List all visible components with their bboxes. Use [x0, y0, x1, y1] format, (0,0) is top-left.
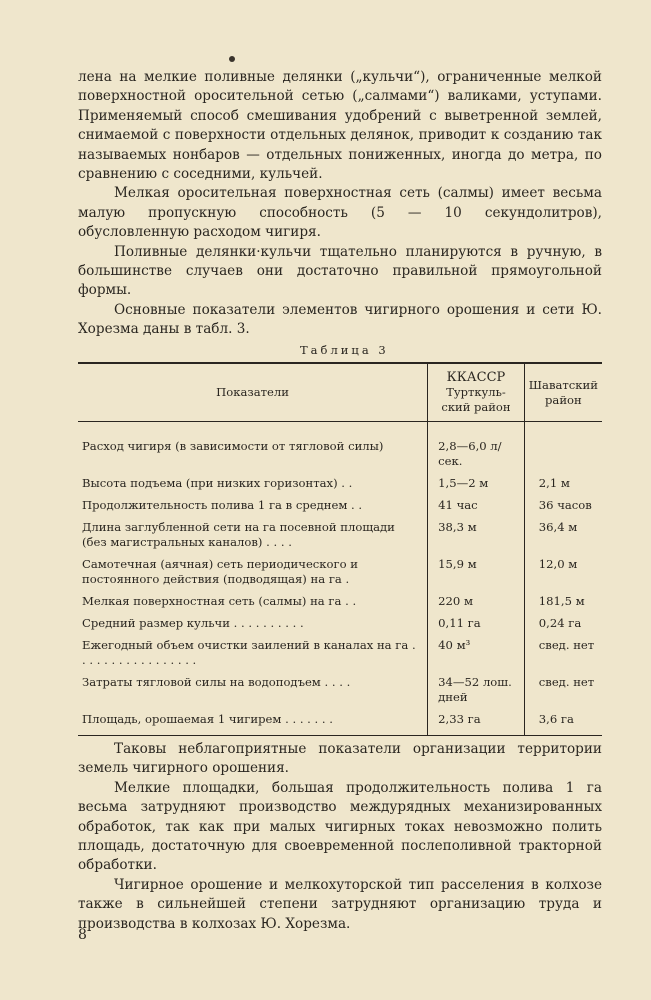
value-shavat: свед. нет	[524, 635, 602, 672]
table-row	[78, 591, 602, 613]
table-header-row	[78, 363, 602, 422]
value-shavat: 36,4 м	[524, 517, 602, 554]
table-row	[78, 672, 602, 709]
value-turtkul: 41 час	[428, 495, 525, 517]
paragraph: Основные показатели элементов чигирного орошения и сети Ю. Хорезма даны в табл. 3.	[78, 301, 602, 338]
value-turtkul: 15,9 м	[428, 554, 525, 591]
paragraph: Поливные делянки·кульчи тщательно планируются в ручную, в большинстве случаев они достаточно правильной прямоугольной формы.	[78, 243, 602, 299]
paragraph: Чигирное орошение и мелкохуторской тип расселения в колхозе также в сильнейшей степени затрудняют организацию труда и производства в колхозах Ю. Хорезма.	[78, 876, 602, 932]
row-label: Расход чигиря (в зависимости от тягловой силы)	[82, 439, 384, 453]
value-shavat: 12,0 м	[524, 554, 602, 591]
body-text-top	[78, 68, 602, 340]
row-label: Затраты тягловой силы на водоподъем . . . .	[82, 675, 351, 689]
indicators-table	[78, 362, 602, 738]
ink-dot	[229, 56, 235, 62]
header-shavat-line: Шаватский	[528, 377, 598, 392]
header-shavat-line: район	[545, 392, 582, 407]
value-turtkul: 2,8—6,0 л/сек.	[428, 436, 525, 473]
row-label: Продолжительность полива 1 га в среднем . .	[82, 498, 363, 512]
table-row	[78, 473, 602, 495]
row-label: Ежегодный объем очистки заилений в каналах на га . . . . . . . . . . . . . . . . .	[82, 638, 416, 667]
value-turtkul: 34—52 лош. дней	[428, 672, 525, 709]
value-shavat: 0,24 га	[524, 613, 602, 635]
value-shavat: 3,6 га	[524, 709, 602, 736]
body-text-bottom	[78, 740, 602, 934]
table-row	[78, 554, 602, 591]
value-shavat: свед. нет	[524, 672, 602, 709]
row-label: Площадь, орошаемая 1 чигирем . . . . . . .	[82, 712, 333, 726]
value-shavat: 2,1 м	[524, 473, 602, 495]
table-row	[78, 709, 602, 736]
value-shavat	[524, 436, 602, 473]
table-caption: Таблица 3	[300, 343, 389, 357]
paragraph: лена на мелкие поливные делянки („кульчи“), ограниченные мелкой поверхностной оросительной сетью („салмами“) валиками, уступами. Применяемый способ смешивания удобрений с выветренной землей, снимаемой с поверхности отдельных делянок, приводит к созданию так называемых нонбаров — отдельных пониженных, иногда до метра, по сравнению с соседними, кульчей.	[78, 69, 602, 183]
header-turtkul-line: ККАССР	[446, 370, 506, 385]
table-bottom-rule	[78, 736, 602, 739]
table-row	[78, 517, 602, 554]
value-shavat: 181,5 м	[524, 591, 602, 613]
value-turtkul: 38,3 м	[428, 517, 525, 554]
value-turtkul: 0,11 га	[428, 613, 525, 635]
table-row	[78, 495, 602, 517]
table-spacer	[78, 422, 602, 437]
row-label: Средний размер кульчи . . . . . . . . . .	[82, 616, 304, 630]
paragraph: Мелкая оросительная поверхностная сеть (салмы) имеет весьма малую пропускную способность (5 — 10 секундолитров), обусловленную расходом чигиря.	[78, 185, 602, 241]
value-turtkul: 220 м	[428, 591, 525, 613]
table-row	[78, 635, 602, 672]
header-indicators: Показатели	[216, 385, 289, 399]
row-label: Самотечная (аячная) сеть периодического и постоянного действия (подводящая) на га .	[82, 557, 358, 586]
row-label: Длина заглубленной сети на га посевной площади (без магистральных каналов) . . . .	[82, 520, 395, 549]
page-number: 8	[78, 927, 87, 943]
value-shavat: 36 часов	[524, 495, 602, 517]
paragraph: Мелкие площадки, большая продолжительность полива 1 га весьма затрудняют производство междурядных механизированных обработок, так как при малых чигирных токах невозможно полить площадь, достаточную для своевременной послеполивной тракторной обработки.	[78, 779, 602, 874]
table-row	[78, 436, 602, 473]
row-label: Высота подъема (при низких горизонтах) . .	[82, 476, 353, 490]
header-turtkul-line: Турткуль-	[446, 385, 506, 399]
header-turtkul-line: ский район	[441, 400, 511, 414]
header-shavat	[524, 363, 602, 422]
value-turtkul: 40 м³	[428, 635, 525, 672]
header-turtkul	[428, 363, 525, 422]
row-label: Мелкая поверхностная сеть (салмы) на га . .	[82, 594, 357, 608]
value-turtkul: 1,5—2 м	[428, 473, 525, 495]
value-turtkul: 2,33 га	[428, 709, 525, 736]
table-row	[78, 613, 602, 635]
paragraph: Таковы неблагоприятные показатели организации территории земель чигирного орошения.	[78, 741, 602, 777]
